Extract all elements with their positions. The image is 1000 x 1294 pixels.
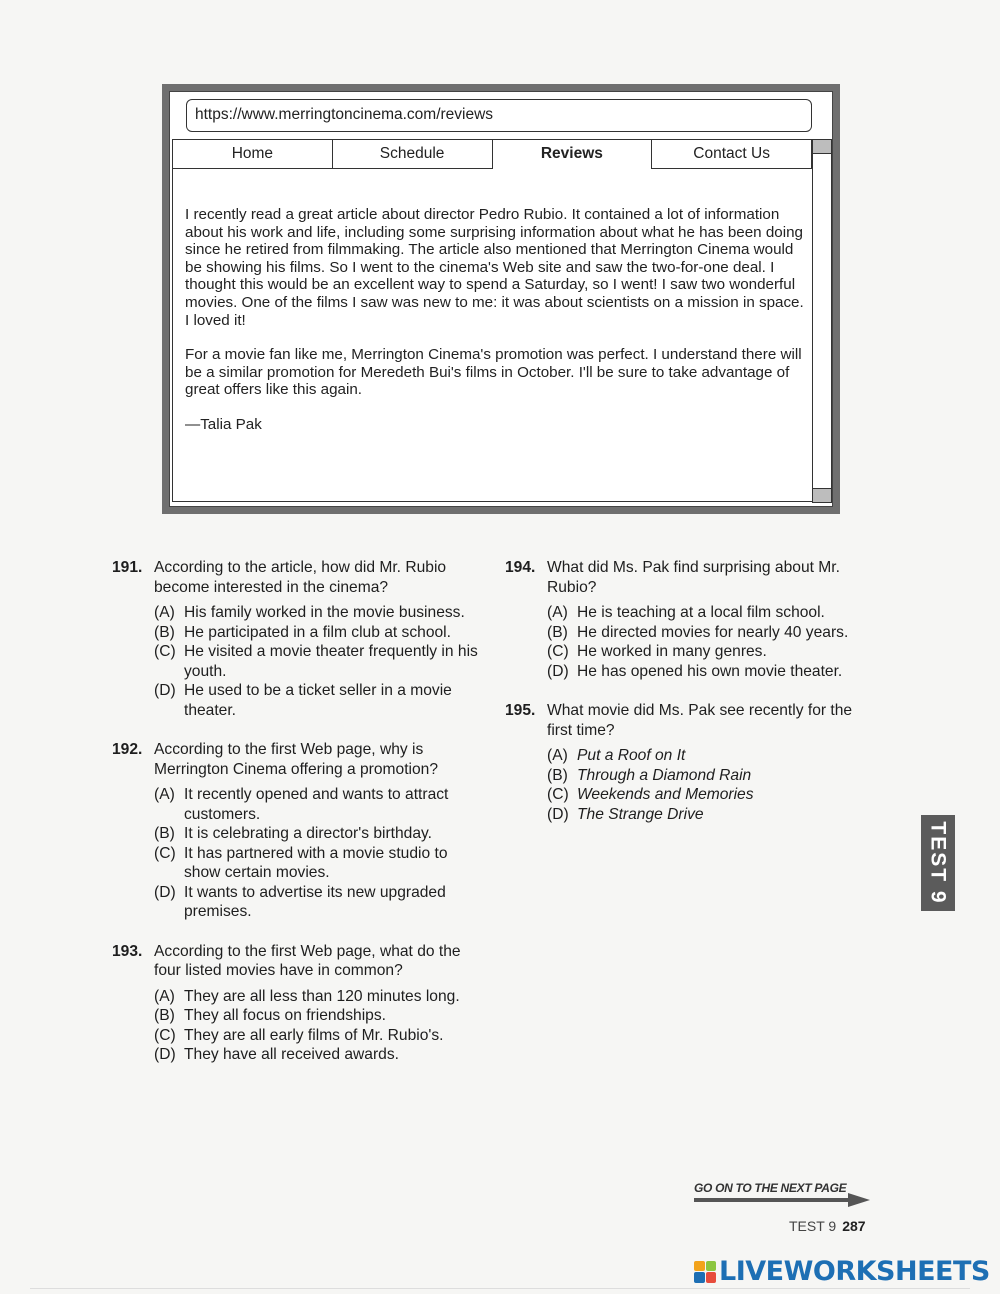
option-d[interactable] xyxy=(547,805,875,825)
option-text: His family worked in the movie business. xyxy=(184,604,465,621)
option-text: He is teaching at a local film school. xyxy=(577,604,825,621)
option-letter: (C) xyxy=(547,643,569,660)
question-text: According to the first Web page, what do the four listed movies have in common? xyxy=(154,942,461,979)
option-text: It is celebrating a director's birthday. xyxy=(184,825,432,842)
question-193 xyxy=(112,942,482,1065)
review-paragraph-2: For a movie fan like me, Merrington Cinema's promotion was perfect. I understand there will be a similar promotion for Meredeth Bui's films in October. I'll be sure to take advantage of great offers like this again. xyxy=(185,346,802,399)
option-text: Put a Roof on It xyxy=(577,747,686,764)
option-letter: (B) xyxy=(547,766,568,784)
option-c[interactable] xyxy=(154,642,482,681)
side-tab-label: TEST 9 xyxy=(927,821,950,905)
question-192 xyxy=(112,740,482,922)
question-195 xyxy=(505,701,875,824)
option-text: They have all received awards. xyxy=(184,1046,399,1063)
option-text: He directed movies for nearly 40 years. xyxy=(577,623,849,641)
tab-reviews[interactable]: Reviews xyxy=(492,139,652,169)
question-number: 193. xyxy=(112,942,143,960)
option-text: He participated in a film club at school. xyxy=(184,623,451,641)
option-text: Weekends and Memories xyxy=(577,786,754,803)
option-c[interactable] xyxy=(154,844,482,883)
tab-schedule[interactable]: Schedule xyxy=(332,139,492,169)
option-d[interactable] xyxy=(154,681,482,720)
review-article xyxy=(185,206,805,451)
option-b[interactable] xyxy=(154,824,482,844)
bottom-divider xyxy=(30,1288,970,1289)
question-text: What did Ms. Pak find surprising about Mr. Rubio? xyxy=(547,559,840,596)
tab-contact-us[interactable]: Contact Us xyxy=(651,139,812,169)
option-text: They are all less than 120 minutes long. xyxy=(184,987,460,1005)
review-signature: —Talia Pak xyxy=(185,415,262,433)
option-letter: (B) xyxy=(154,1007,175,1024)
question-194 xyxy=(505,558,875,681)
url-bar[interactable]: https://www.merringtoncinema.com/reviews xyxy=(186,99,812,132)
questions-right-column xyxy=(505,558,875,844)
question-number: 191. xyxy=(112,559,143,576)
option-b[interactable] xyxy=(547,766,875,786)
option-text: The Strange Drive xyxy=(577,805,704,823)
option-text: He has opened his own movie theater. xyxy=(577,662,843,680)
nav-tabs xyxy=(172,139,812,169)
tab-home[interactable]: Home xyxy=(172,139,332,169)
option-b[interactable] xyxy=(547,623,875,643)
question-number: 192. xyxy=(112,741,143,758)
browser-window xyxy=(162,84,840,514)
option-letter: (A) xyxy=(154,987,175,1005)
option-b[interactable] xyxy=(154,623,482,643)
next-page-label: GO ON TO THE NEXT PAGE xyxy=(694,1181,847,1195)
option-letter: (D) xyxy=(547,662,569,680)
option-letter: (C) xyxy=(154,643,176,660)
option-text: They all focus on friendships. xyxy=(184,1007,386,1024)
option-letter: (D) xyxy=(154,1046,176,1063)
option-text: He worked in many genres. xyxy=(577,643,767,660)
arrow-right-icon xyxy=(694,1193,870,1207)
option-text: Through a Diamond Rain xyxy=(577,766,752,784)
option-text: They are all early films of Mr. Rubio's. xyxy=(184,1026,444,1044)
option-letter: (C) xyxy=(547,786,569,803)
review-paragraph-1: I recently read a great article about director Pedro Rubio. It contained a lot of information about his work and life, including some surprising information about what he has been doing since he retired from filmmaking. The article also mentioned that Merrington Cinema would be showing his films. So I went to the cinema's Web site and saw the two-for-one deal. I thought this would be an excellent way to spend a Saturday, so I went! I saw two wonderful movies. One of the films I saw was new to me: it was about scientists on a mission in space. I loved it! xyxy=(185,206,804,329)
questions-left-column xyxy=(112,558,482,1085)
scroll-up-button[interactable] xyxy=(813,140,831,154)
option-letter: (D) xyxy=(547,805,569,823)
option-c[interactable] xyxy=(154,1026,482,1046)
option-letter: (B) xyxy=(547,623,568,641)
question-191 xyxy=(112,558,482,720)
option-letter: (A) xyxy=(547,604,568,621)
option-letter: (B) xyxy=(154,623,175,641)
option-a[interactable] xyxy=(154,785,482,824)
option-letter: (A) xyxy=(154,604,175,621)
question-text: According to the article, how did Mr. Rubio become interested in the cinema? xyxy=(154,559,447,596)
test-label: TEST 9 xyxy=(789,1218,837,1234)
option-letter: (C) xyxy=(154,844,176,862)
option-d[interactable] xyxy=(154,1045,482,1065)
option-letter: (B) xyxy=(154,825,175,842)
option-text: It recently opened and wants to attract customers. xyxy=(184,786,449,823)
question-text: What movie did Ms. Pak see recently for the first time? xyxy=(547,702,853,739)
option-d[interactable] xyxy=(547,662,875,682)
brand-name: LIVEWORKSHEETS xyxy=(719,1256,990,1287)
option-letter: (A) xyxy=(547,747,568,764)
option-a[interactable] xyxy=(547,746,875,766)
test-side-tab xyxy=(921,815,955,911)
option-letter: (D) xyxy=(154,883,176,901)
liveworksheets-logo xyxy=(694,1256,990,1287)
page-footer xyxy=(789,1218,866,1234)
option-c[interactable] xyxy=(547,785,875,805)
option-a[interactable] xyxy=(154,987,482,1007)
question-text: According to the first Web page, why is Merrington Cinema offering a promotion? xyxy=(154,741,439,778)
question-number: 194. xyxy=(505,559,536,576)
page-number: 287 xyxy=(842,1218,866,1234)
scrollbar[interactable] xyxy=(812,139,832,503)
option-text: It has partnered with a movie studio to show certain movies. xyxy=(184,844,448,881)
option-text: He visited a movie theater frequently in his youth. xyxy=(184,643,478,680)
option-b[interactable] xyxy=(154,1006,482,1026)
option-text: It wants to advertise its new upgraded premises. xyxy=(184,883,446,920)
scroll-down-button[interactable] xyxy=(813,488,831,502)
option-c[interactable] xyxy=(547,642,875,662)
option-letter: (D) xyxy=(154,682,176,699)
option-a[interactable] xyxy=(154,603,482,623)
option-a[interactable] xyxy=(547,603,875,623)
option-d[interactable] xyxy=(154,883,482,922)
liveworksheets-icon xyxy=(694,1261,716,1283)
option-letter: (C) xyxy=(154,1026,176,1044)
option-letter: (A) xyxy=(154,786,175,803)
question-number: 195. xyxy=(505,702,536,719)
option-text: He used to be a ticket seller in a movie theater. xyxy=(184,682,452,719)
